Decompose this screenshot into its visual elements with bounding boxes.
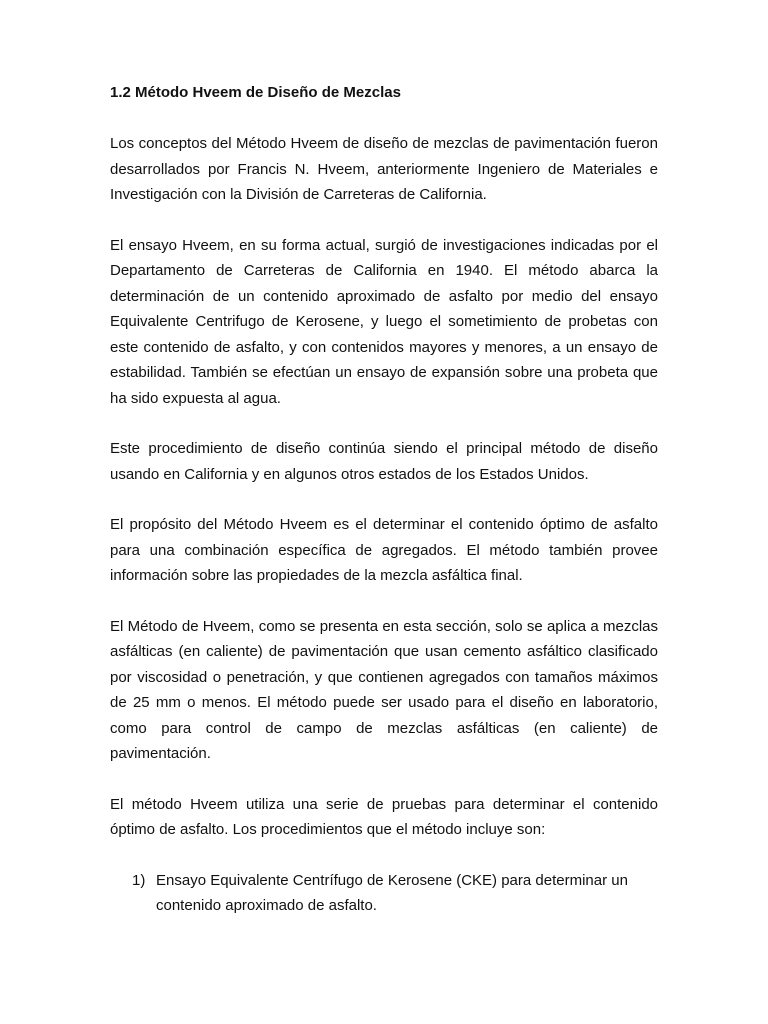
- list-item-marker: 1): [132, 871, 146, 889]
- procedures-list: [110, 868, 658, 919]
- list-item-text: Ensayo Equivalente Centrífugo de Kerosene (CKE) para determinar un contenido aproximado de asfalto.: [156, 871, 628, 914]
- paragraph-procedures-intro: El método Hveem utiliza una serie de pruebas para determinar el contenido óptimo de asfalto. Los procedimientos que el método incluye son:: [110, 795, 658, 838]
- paragraph-scope: El Método de Hveem, como se presenta en esta sección, solo se aplica a mezclas asfálticas (en caliente) de pavimentación que usan cemento asfáltico clasificado por viscosidad o penetración, y que contienen agregados con tamaños máximos de 25 mm o menos. El método puede ser usado para el diseño en laboratorio, como para control de campo de mezclas asfálticas (en caliente) de pavimentación.: [110, 617, 658, 762]
- section-heading: 1.2 Método Hveem de Diseño de Mezclas: [110, 84, 401, 101]
- paragraph-purpose: El propósito del Método Hveem es el determinar el contenido óptimo de asfalto para una combinación específica de agregados. El método también provee información sobre las propiedades de la mezcla asfáltica final.: [110, 516, 658, 584]
- document-page: [110, 80, 658, 919]
- paragraph-origins: Los conceptos del Método Hveem de diseño de mezclas de pavimentación fueron desarrollados por Francis N. Hveem, anteriormente Ingeniero de Materiales e Investigación con la División de Carreteras de California.: [110, 135, 658, 203]
- paragraph-usage: Este procedimiento de diseño continúa siendo el principal método de diseño usando en California y en algunos otros estados de los Estados Unidos.: [110, 440, 658, 483]
- paragraph-test-description: El ensayo Hveem, en su forma actual, surgió de investigaciones indicadas por el Departamento de Carreteras de California en 1940. El método abarca la determinación de un contenido aproximado de asfalto por medio del ensayo Equivalente Centrifugo de Kerosene, y luego el sometimiento de probetas con este contenido de asfalto, y con contenidos mayores y menores, a un ensayo de estabilidad. También se efectúan un ensayo de expansión sobre una probeta que ha sido expuesta al agua.: [110, 236, 658, 407]
- list-item: [110, 868, 658, 919]
